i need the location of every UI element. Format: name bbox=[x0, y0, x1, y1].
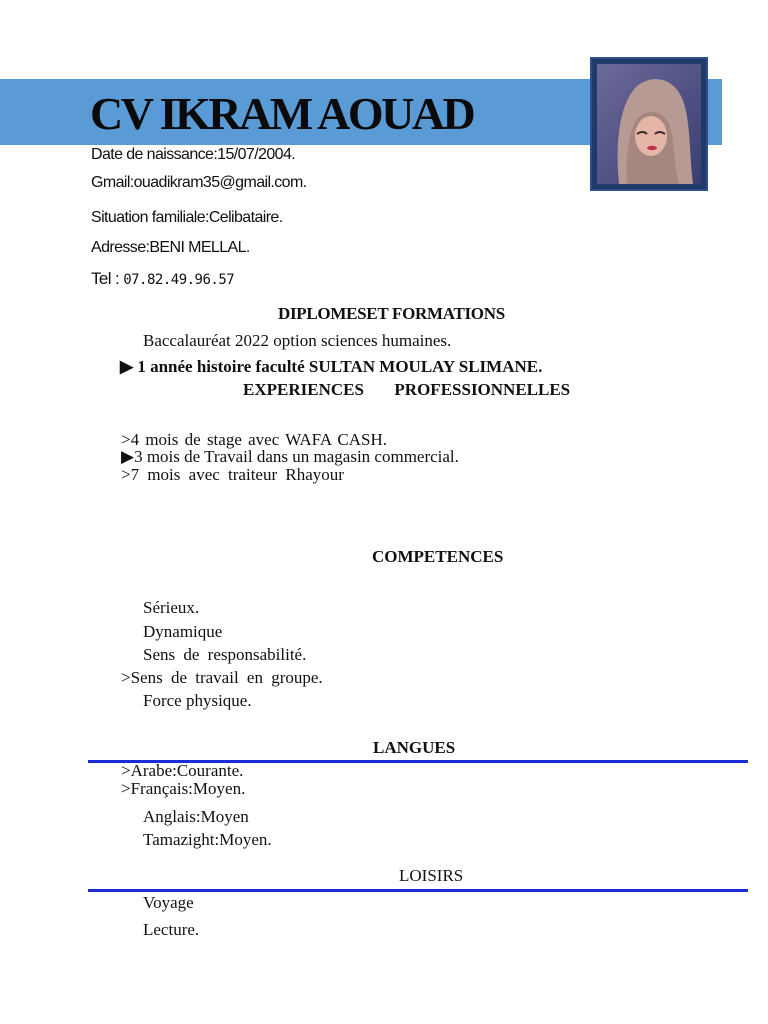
langue-item: >Français:Moyen. bbox=[121, 779, 246, 798]
langue-item: Anglais:Moyen bbox=[143, 807, 249, 826]
experience-item: ▶3 mois de Travail dans un magasin commercial. bbox=[121, 447, 459, 466]
langue-item: Tamazight:Moyen. bbox=[143, 830, 272, 849]
competence-item: Force physique. bbox=[143, 691, 252, 710]
diplome-item: Baccalauréat 2022 option sciences humaines. bbox=[143, 331, 452, 350]
loisirs-heading: LOISIRS bbox=[399, 866, 464, 885]
address: Adresse:BENI MELLAL. bbox=[91, 239, 250, 256]
competence-item: Sérieux. bbox=[143, 598, 200, 617]
experience-item: >7 mois avec traiteur Rhayour bbox=[121, 465, 344, 484]
phone-number: 07.82.49.96.57 bbox=[123, 272, 235, 288]
langues-heading: LANGUES bbox=[373, 738, 456, 757]
experience-item: >4 mois de stage avec WAFA CASH. bbox=[121, 430, 388, 449]
competences-heading: COMPETENCES bbox=[372, 547, 504, 566]
phone-label: Tel : bbox=[91, 269, 120, 288]
phone bbox=[91, 269, 234, 289]
birth-date: Date de naissance:15/07/2004. bbox=[91, 146, 296, 163]
email: Gmail:ouadikram35@gmail.com. bbox=[91, 174, 307, 191]
diplome-item-text: 1 année histoire faculté SULTAN MOULAY SLIMANE. bbox=[137, 357, 543, 376]
diplome-item-bold bbox=[120, 357, 542, 377]
competence-item: Dynamique bbox=[143, 622, 223, 641]
play-bullet-icon: ▶ bbox=[120, 357, 134, 376]
diplomes-heading: DIPLOMESET FORMATIONS bbox=[278, 304, 505, 323]
competence-item: Sens de responsabilité. bbox=[143, 645, 307, 664]
profile-photo bbox=[590, 57, 708, 191]
loisir-item: Voyage bbox=[143, 893, 194, 912]
experiences-heading-part2: PROFESSIONNELLES bbox=[394, 380, 571, 399]
experiences-heading bbox=[243, 380, 570, 400]
loisirs-divider bbox=[88, 889, 748, 892]
langue-item: >Arabe:Courante. bbox=[121, 761, 244, 780]
experiences-heading-part1: EXPERIENCES bbox=[243, 380, 364, 399]
cv-title: CV IKRAM AOUAD bbox=[90, 88, 474, 139]
competence-item: >Sens de travail en groupe. bbox=[121, 668, 323, 687]
family-status: Situation familiale:Celibataire. bbox=[91, 209, 283, 226]
profile-photo-image bbox=[597, 64, 701, 184]
loisir-item: Lecture. bbox=[143, 920, 200, 939]
